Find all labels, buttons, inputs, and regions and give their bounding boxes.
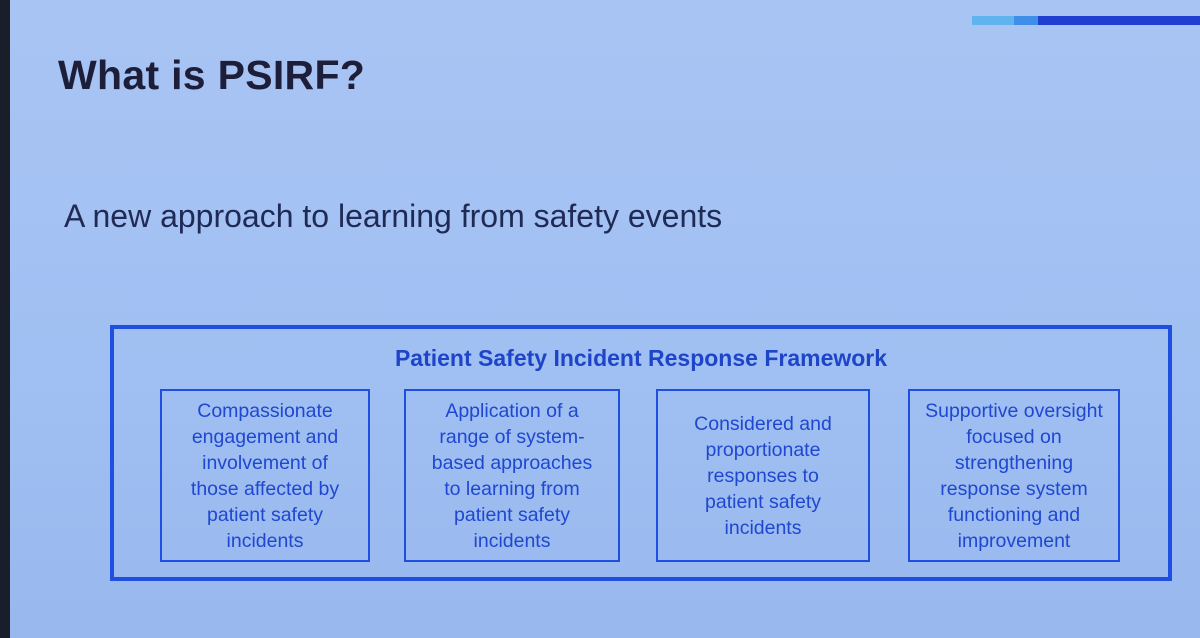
pillar-text: Considered and proportionate responses to patient safety incidents <box>694 412 832 539</box>
pillar-box-proportionate-responses <box>656 389 870 562</box>
pillar-text: Supportive oversight focused on strengthening response system functioning and improvement <box>925 399 1103 552</box>
pillar-text: Compassionate engagement and involvement of those affected by patient safety incidents <box>190 399 340 552</box>
pillar-box-engagement <box>160 389 370 562</box>
pillar-box-system-approaches <box>404 389 620 562</box>
slide <box>10 0 1200 638</box>
pillar-box-supportive-oversight <box>908 389 1120 562</box>
accent-bar-segment-light <box>972 16 1014 25</box>
slide-title: What is PSIRF? <box>58 52 366 98</box>
accent-bar-icon <box>972 16 1200 25</box>
framework-title: Patient Safety Incident Response Framework <box>394 345 888 371</box>
accent-bar-segment-mid <box>1014 16 1038 25</box>
framework-box <box>110 325 1172 581</box>
accent-bar-segment-dark <box>1038 16 1200 25</box>
pillar-text: Application of a range of system-based approaches to learning from patient safety incidents <box>431 399 593 552</box>
slide-subtitle: A new approach to learning from safety events <box>64 198 723 234</box>
